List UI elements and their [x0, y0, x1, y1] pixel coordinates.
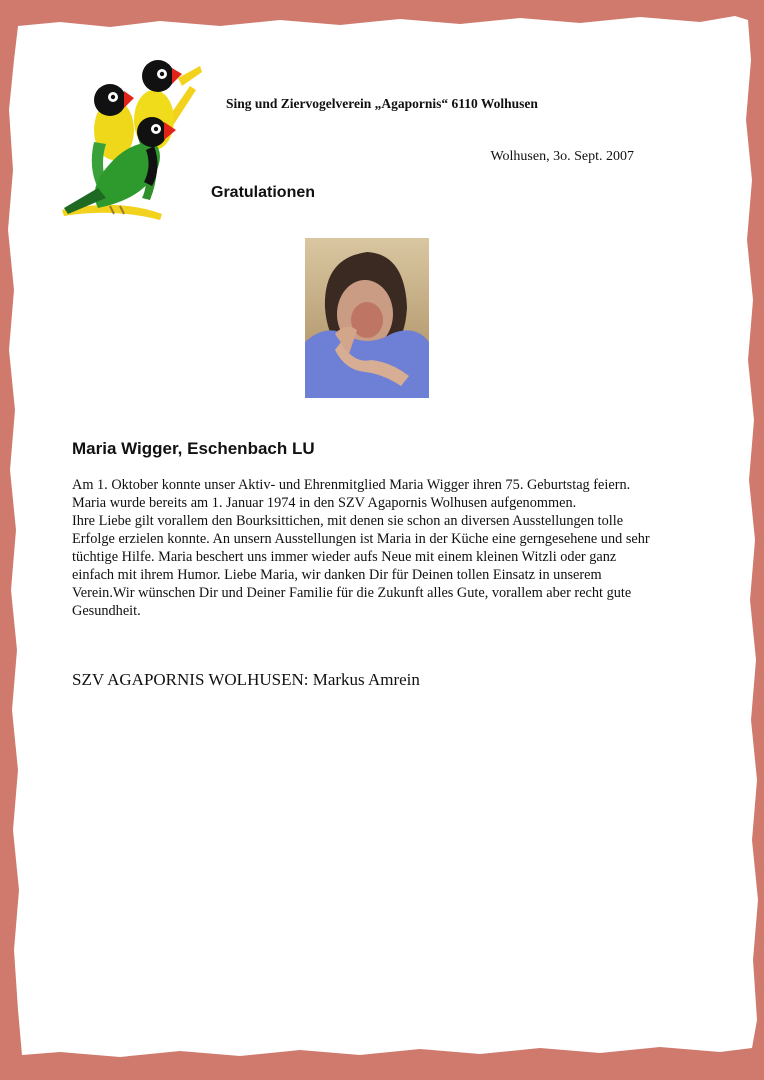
section-title: Gratulationen — [211, 184, 316, 201]
article-paragraph-2: Ihre Liebe gilt vorallem den Bourksittichen, mit denen sie schon an diversen Ausstellungen tolle Erfolge erzielen konnte. An unsern Ausstellungen ist Maria in der Küche eine gerngesehene und sehr tüchtige Hilfe. Maria beschert uns immer wieder aufs Neue mit einem kleinen Witzli oder ganz einfach mit ihrem Humor. Liebe Maria, wir danken Dir für Deinen tollen Einsatz in unserem Verein.Wir wünschen Dir und Deiner Familie für die Zukunft alles Gute, vorallem aber recht gute Gesundheit. — [72, 513, 650, 619]
letter-date: Wolhusen, 3o. Sept. 2007 — [490, 149, 634, 164]
article-body — [72, 476, 652, 620]
person-heading: Maria Wigger, Eschenbach LU — [72, 439, 315, 458]
article-paragraph-1: Am 1. Oktober konnte unser Aktiv- und Ehrenmitglied Maria Wigger ihren 75. Geburtstag feiern. Maria wurde bereits am 1. Januar 1974 in den SZV Agapornis Wolhusen aufgenommen. — [72, 477, 631, 511]
lovebirds-logo — [58, 58, 206, 224]
signature: SZV AGAPORNIS WOLHUSEN: Markus Amrein — [72, 670, 420, 689]
club-name: Sing und Ziervogelverein „Agapornis“ 6110 Wolhusen — [226, 96, 538, 111]
portrait-photo — [305, 238, 429, 398]
